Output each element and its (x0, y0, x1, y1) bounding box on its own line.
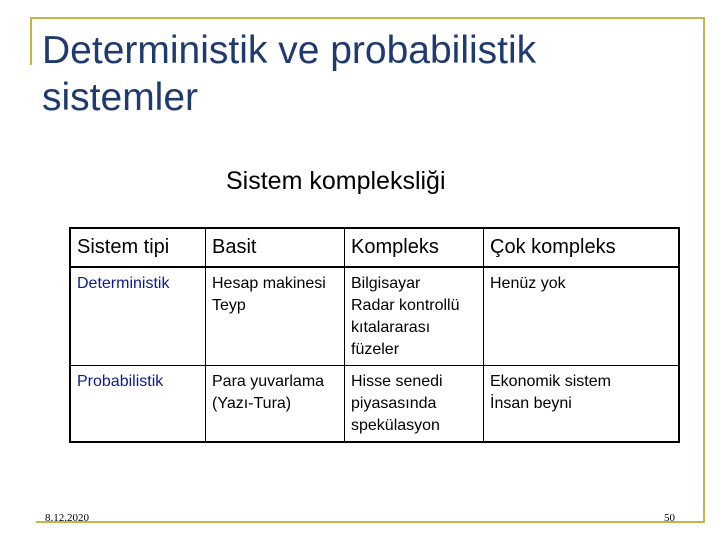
header-basit: Basit (206, 228, 345, 267)
header-sistem-tipi: Sistem tipi (70, 228, 206, 267)
cell-line: Teyp (212, 297, 246, 314)
table-header-row (70, 228, 679, 267)
cell-deterministik-cok-kompleks (484, 267, 680, 366)
page-number: 50 (664, 512, 675, 524)
header-cok-kompleks: Çok kompleks (484, 228, 680, 267)
row-label-deterministik: Deterministik (70, 267, 206, 366)
slide-frame-bottom-line (36, 521, 705, 523)
cell-line: Ekonomik sistem (490, 373, 611, 390)
cell-probabilistik-kompleks (345, 366, 484, 443)
table-row-probabilistik (70, 366, 679, 443)
row-label-probabilistik: Probabilistik (70, 366, 206, 443)
cell-line: Radar kontrollü kıtalararası füzeler (351, 297, 460, 358)
slide-frame-left-line (30, 17, 32, 65)
cell-line: Bilgisayar (351, 275, 421, 292)
cell-deterministik-basit (206, 267, 345, 366)
cell-line: Para yuvarlama (Yazı-Tura) (212, 373, 325, 412)
cell-probabilistik-cok-kompleks (484, 366, 680, 443)
header-kompleks: Kompleks (345, 228, 484, 267)
cell-deterministik-kompleks (345, 267, 484, 366)
cell-line: Hesap makinesi (212, 275, 326, 292)
slide-frame-right-line (703, 17, 705, 522)
slide-subtitle: Sistem kompleksliği (226, 167, 446, 195)
footer-date: 8.12.2020 (45, 512, 89, 524)
slide-title: Deterministik ve probabilistik sistemler (42, 29, 537, 119)
cell-line: Henüz yok (490, 275, 566, 292)
table-row-deterministik (70, 267, 679, 366)
cell-line: İnsan beyni (490, 395, 572, 412)
cell-probabilistik-basit (206, 366, 345, 443)
complexity-table (69, 227, 680, 443)
cell-line: Hisse senedi piyasasında spekülasyon (351, 373, 443, 434)
slide-frame-top-line (30, 17, 704, 19)
